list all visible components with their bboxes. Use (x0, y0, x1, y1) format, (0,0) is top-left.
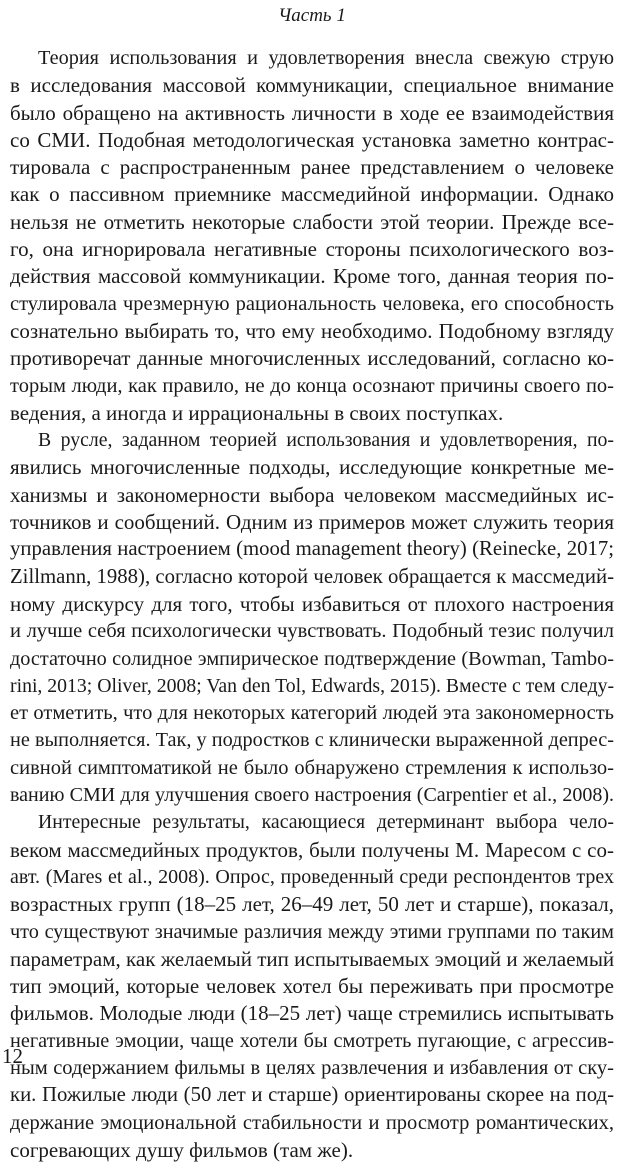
text-line: точников и сообщений. Одним из примеров может служить теория (10, 510, 614, 535)
body-text (10, 45, 614, 1164)
text-line: согревающих душу фильмов (там же). (10, 1137, 354, 1162)
text-line: параметрам, как желаемый тип испытываемых эмоций и желаемый (10, 946, 615, 971)
text-line: ному дискурсу для того, чтобы избавиться от плохого настроения (10, 591, 614, 616)
text-line: противоречат данные многочисленных исследований, согласно ко- (10, 346, 614, 371)
text-line: стулировала чрезмерную рациональность человека, его способность (10, 292, 614, 315)
text-line: нельзя не отметить некоторые слабости этой теории. Прежде все- (10, 209, 614, 234)
text-line: держание эмоциональной стабильности и просмотр романтических, (10, 1111, 614, 1134)
text-line: как о пассивном приемнике массмедийной информации. Однако (10, 182, 614, 207)
text-line: го, она игнорировала негативные стороны психологического воз- (10, 237, 614, 262)
text-line: достаточно солидное эмпирическое подтверждение (Bowman, Tambo- (10, 647, 614, 670)
text-line: ет отметить, что для некоторых категорий людей эта закономерность (10, 702, 614, 725)
text-line: ханизмы и закономерности выбора человеком массмедийных ис- (10, 482, 614, 507)
text-line: авт. (Mares et al., 2008). Опрос, проведенный среди респондентов трех (10, 865, 614, 888)
text-line: В русле, заданном теорией использования и удовлетворения, по- (38, 429, 614, 452)
text-line: сознательно выбирать то, что ему необходимо. Подобному взгляду (10, 318, 614, 343)
text-line: ным содержанием фильмы в целях развлечения и избавления от ску- (10, 1056, 614, 1079)
text-line: управления настроением (mood management theory) (Reinecke, 2017; (10, 538, 614, 561)
text-line: негативные эмоции, чаще хотели бы смотреть пугающие, с агрессив- (10, 1029, 614, 1052)
text-line: в исследования массовой коммуникации, специальное внимание (10, 73, 614, 98)
text-line: Интересные результаты, касающиеся детерминант выбора чело- (38, 811, 614, 834)
text-line: веком массмедийных продуктов, были получены М. Маресом с со- (10, 837, 614, 862)
text-line: ки. Пожилые люди (50 лет и старше) ориентированы скорее на под- (10, 1084, 614, 1107)
text-line: Теория использования и удовлетворения внесла свежую струю (38, 47, 614, 69)
text-line: возрастных групп (18–25 лет, 26–49 лет, 50 лет и старше), показал, (10, 892, 614, 917)
text-line: не выполняется. Так, у подростков с клинически выраженной депрес- (10, 729, 614, 752)
text-line: торым люди, как правило, не до конца осознают причины своего по- (10, 374, 614, 397)
text-line: и лучше себя психологически чувствовать. Подобный тезис получил (10, 620, 614, 643)
text-line: ванию СМИ для улучшения своего настроения (Carpentier et al., 2008). (10, 784, 614, 807)
text-line: фильмов. Молодые люди (18–25 лет) чаще стремились испытывать (10, 1001, 614, 1026)
text-line: тип эмоций, которые человек хотел бы переживать при просмотре (10, 974, 614, 999)
text-line: что существуют значимые различия между этими группами по таким (10, 920, 614, 943)
text-line: Zillmann, 1988), согласно которой человек обращается к массмедий- (10, 565, 614, 588)
text-line: действия массовой коммуникации. Кроме того, данная теория по- (10, 264, 614, 289)
text-line: ведения, а иногда и иррациональны в своих поступках. (10, 400, 504, 425)
text-line: сивной симптоматикой не было обнаружено стремления к использо- (10, 756, 614, 779)
running-head: Часть 1 (278, 5, 346, 26)
text-line: было обращено на активность личности в ходе ее взаимодействия (10, 100, 614, 125)
text-line: rini, 2013; Oliver, 2008; Van den Tol, Edwards, 2015). Вместе с тем следу- (10, 674, 615, 697)
page-number: 12 (2, 1044, 23, 1068)
text-line: тировала с распространенным ранее представлением о человеке (10, 155, 614, 180)
text-line: со СМИ. Подобная методологическая установка заметно контрас- (10, 127, 614, 152)
text-line: явились многочисленные подходы, исследующие конкретные ме- (10, 455, 614, 480)
